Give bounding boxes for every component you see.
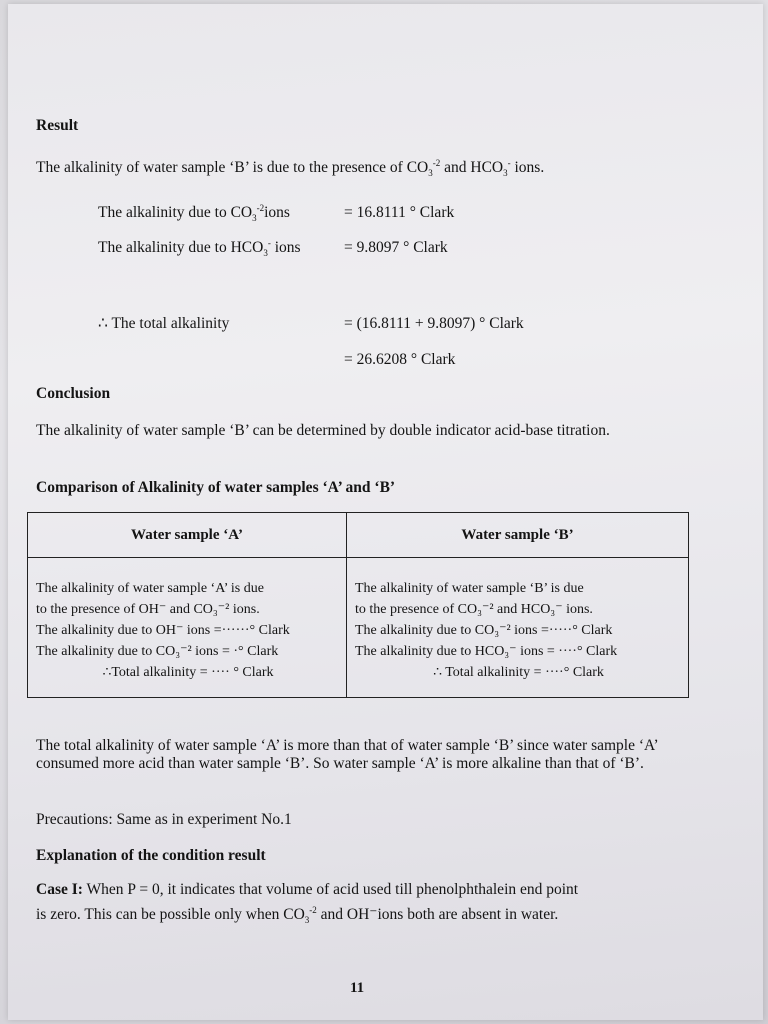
sample-a-line: The alkalinity of water sample ‘A’ is due (36, 581, 264, 596)
total-alkalinity-value: = 26.6208 ° Clark (344, 351, 456, 368)
explanation-heading: Explanation of the condition result (36, 847, 266, 864)
table-header-row (28, 513, 689, 558)
sample-b-total: ∴ Total alkalinity = ····° Clark (433, 665, 604, 680)
precautions-line: Precautions: Same as in experiment No.1 (36, 811, 292, 828)
sample-b-line: to the presence of CO₃⁻² and HCO₃⁻ ions. (355, 602, 593, 617)
comparison-heading: Comparison of Alkalinity of water samples ‘A’ and ‘B’ (36, 479, 396, 496)
sample-b-line: The alkalinity due to HCO₃⁻ ions = ····° Clark (355, 644, 618, 659)
sample-a-line: The alkalinity due to CO₃⁻² ions = ·° Clark (36, 644, 279, 659)
total-alkalinity-expression: = (16.8111 + 9.8097) ° Clark (344, 315, 524, 332)
conclusion-text: The alkalinity of water sample ‘B’ can be determined by double indicator acid-base titration. (36, 422, 610, 439)
result-heading: Result (36, 117, 79, 134)
conclusion-heading: Conclusion (36, 385, 111, 402)
column-header-sample-b: Water sample ‘B’ (347, 513, 689, 558)
sample-a-line: to the presence of OH⁻ and CO₃⁻² ions. (36, 602, 260, 617)
comparison-table (27, 512, 689, 698)
alkalinity-hco3-line: The alkalinity due to $HCO_3^-$ ions (98, 237, 301, 259)
case-one-line-1: Case I: When P = 0, it indicates that volume of acid used till phenolphthalein end point (36, 881, 579, 898)
total-alkalinity-label: ∴ The total alkalinity (98, 315, 230, 332)
case-one-line-2: is zero. This can be possible only when $CO_3^{-2}$ and OH⁻ions both are absent in water. (36, 904, 559, 926)
sample-a-line: The alkalinity due to OH⁻ ions =······° Clark (36, 623, 290, 638)
sample-a-total: ∴Total alkalinity = ···· ° Clark (102, 665, 274, 680)
alkalinity-hco3-value: = 9.8097 ° Clark (344, 239, 448, 256)
column-header-sample-a: Water sample ‘A’ (28, 513, 347, 558)
sample-a-cell (28, 558, 347, 698)
alkalinity-co3-line: The alkalinity due to $CO_3^{-2}ions$ (98, 202, 290, 224)
result-statement: The alkalinity of water sample ‘B’ is due to the presence of $CO_3^{-2}$ and $HCO_3^-$ ions. (36, 157, 545, 179)
alkalinity-co3-value: = 16.8111 ° Clark (344, 204, 455, 221)
page-number: 11 (350, 980, 365, 996)
table-row (28, 558, 689, 698)
sample-b-cell (347, 558, 689, 698)
summary-paragraph: The total alkalinity of water sample ‘A’ is more than that of water sample ‘B’ since water sample ‘A’ consumed more acid than water sample ‘B’. So water sample ‘A’ is more alkaline than that of ‘B’. (36, 737, 658, 772)
sample-b-line: The alkalinity due to CO₃⁻² ions =·····° Clark (355, 623, 613, 638)
sample-b-line: The alkalinity of water sample ‘B’ is due (355, 581, 584, 596)
